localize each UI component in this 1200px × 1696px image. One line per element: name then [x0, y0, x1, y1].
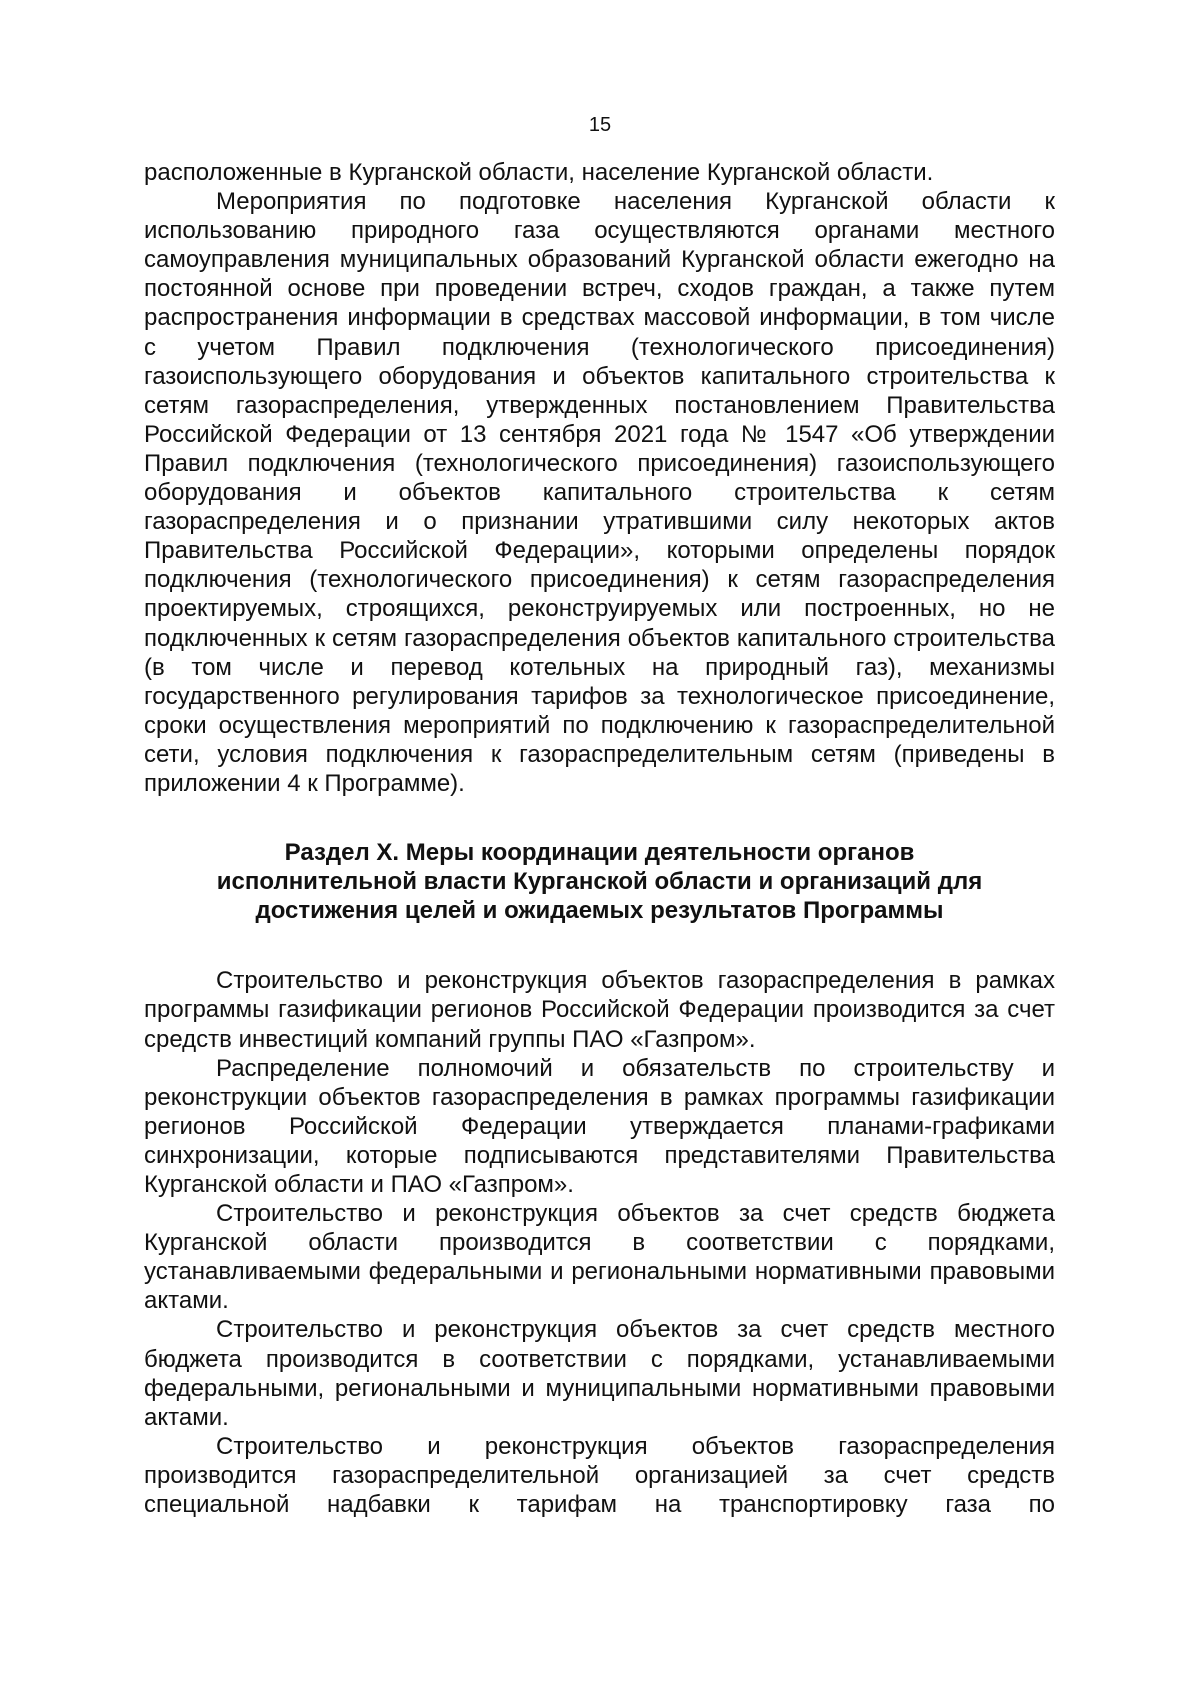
section-title-line: исполнительной власти Курганской области и организаций для: [216, 868, 983, 896]
section-title-line: Раздел X. Меры координации деятельности органов: [284, 839, 915, 867]
section-title: [144, 838, 1055, 925]
paragraph: Строительство и реконструкция объектов за счет средств местного бюджета производится в соответствии с порядками, устанавливаемыми федеральными, региональными и муниципальными нормативными правовыми актами.: [144, 1316, 1055, 1431]
paragraph: Строительство и реконструкция объектов газораспределения производится газораспределительной организацией за счет средств специальной надбавки к тарифам на транспортировку газа по: [144, 1432, 1055, 1519]
paragraph: Распределение полномочий и обязательств по строительству и реконструкции объектов газораспределения в рамках программы газификации регионов Российской Федерации утверждается планами-графиками синхронизации, которые подписываются представителями Правительства Курганской области и ПАО «Газпром».: [144, 1054, 1055, 1198]
paragraphs-before-section: [144, 158, 1055, 798]
paragraph: расположенные в Курганской области, население Курганской области.: [144, 159, 934, 186]
page-number: 15: [588, 114, 612, 136]
paragraph: Строительство и реконструкция объектов за счет средств бюджета Курганской области производится в соответствии с порядками, устанавливаемыми федеральными и региональными нормативными правовыми актами.: [144, 1200, 1055, 1315]
document-body: [144, 158, 1055, 1519]
paragraphs-after-section: [144, 966, 1055, 1519]
paragraph: Строительство и реконструкция объектов газораспределения в рамках программы газификации регионов Российской Федерации производится за счет средств инвестиций компаний группы ПАО «Газпром».: [144, 967, 1055, 1053]
section-title-line: достижения целей и ожидаемых результатов Программы: [255, 897, 944, 925]
paragraph: Мероприятия по подготовке населения Курганской области к использованию природного газа осуществляются органами местного самоуправления муниципальных образований Курганской области ежегодно на постоянной основе при проведении встреч, сходов граждан, а также путем распространения информации в средствах массовой информации, в том числе с учетом Правил подключения (технологического присоединения) газоиспользующего оборудования и объектов капитального строительства к сетям газораспределения, утвержденных постановлением Правительства Российской Федерации от 13 сентября 2021 года № 1547 «Об утверждении Правил подключения (технологического присоединения) газоиспользующего оборудования и объектов капитального строительства к сетям газораспределения и о признании утратившими силу некоторых актов Правительства Российской Федерации», которыми определены порядок подключения (технологического присоединения) к сетям газораспределения проектируемых, строящихся, реконструируемых или построенных, но не подключенных к сетям газораспределения объектов капитального строительства (в том числе и перевод котельных на природный газ), механизмы государственного регулирования тарифов за технологическое присоединение, сроки осуществления мероприятий по подключению к газораспределительной сети, условия подключения к газораспределительным сетям (приведены в приложении 4 к Программе).: [144, 188, 1055, 797]
